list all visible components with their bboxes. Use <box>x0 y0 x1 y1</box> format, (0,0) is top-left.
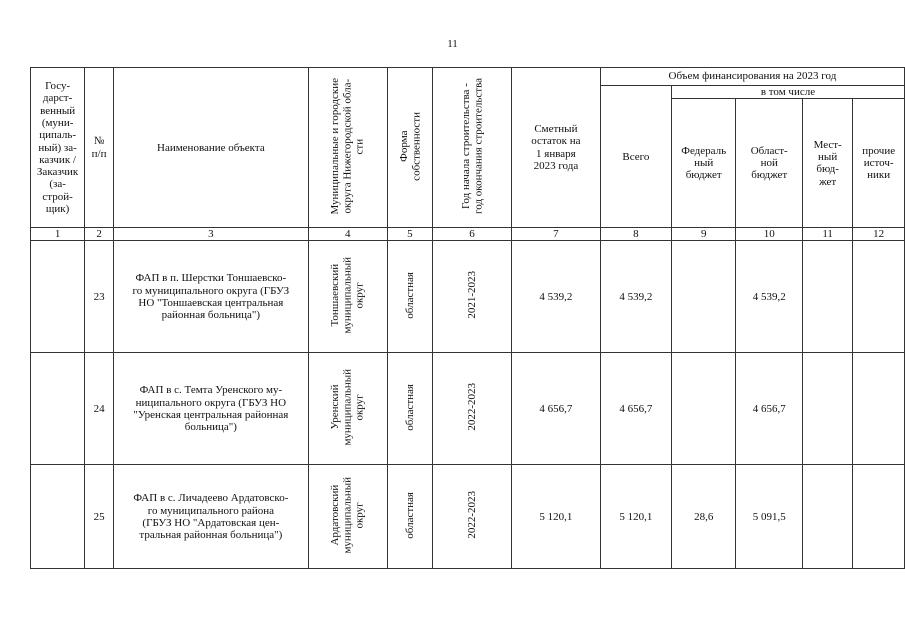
column-number: 2 <box>85 228 114 241</box>
cell-ownership-wrap <box>387 241 432 353</box>
header-estimate: Сметный остаток на 1 января 2023 года <box>511 68 600 228</box>
cell-years: 2021-2023 <box>465 271 478 319</box>
cell-other <box>853 353 905 465</box>
cell-municipality-wrap <box>308 353 387 465</box>
cell-years-wrap <box>433 241 512 353</box>
header-funding-title: Объем финансирования на 2023 год <box>600 68 904 86</box>
header-total: Всего <box>600 86 671 228</box>
cell-other <box>853 465 905 569</box>
cell-ownership: областная <box>403 271 416 319</box>
cell-object: ФАП в п. Шерстки Тоншаевско- го муниципального округа (ГБУЗ НО "Тоншаевская центральная районная больница") <box>113 241 308 353</box>
cell-customer <box>31 465 85 569</box>
column-numbers-row <box>31 228 905 241</box>
column-number: 10 <box>736 228 803 241</box>
cell-federal: 28,6 <box>671 465 736 569</box>
cell-estimate: 4 539,2 <box>511 241 600 353</box>
cell-ownership-wrap <box>387 465 432 569</box>
cell-object: ФАП в с. Темта Уренского му- ниципального округа (ГБУЗ НО "Уренская центральная районная больница") <box>113 353 308 465</box>
cell-municipality: Тоншаевский муниципальный округ <box>329 256 366 334</box>
column-number: 11 <box>803 228 853 241</box>
cell-num: 25 <box>85 465 114 569</box>
column-number: 6 <box>433 228 512 241</box>
financing-table <box>30 67 905 569</box>
cell-object: ФАП в с. Личадеево Ардатовско- го муниципального района (ГБУЗ НО "Ардатовская цен- тральная районная больница") <box>113 465 308 569</box>
cell-municipality: Ардатовский муниципальный округ <box>329 476 366 554</box>
column-number: 8 <box>600 228 671 241</box>
cell-federal <box>671 353 736 465</box>
cell-years-wrap <box>433 465 512 569</box>
column-number: 1 <box>31 228 85 241</box>
column-number: 4 <box>308 228 387 241</box>
cell-ownership: областная <box>403 491 416 539</box>
header-years-cell <box>433 68 512 228</box>
cell-ownership: областная <box>403 383 416 431</box>
header-federal: Федераль ный бюджет <box>671 99 736 228</box>
header-local: Мест- ный бюд- жет <box>803 99 853 228</box>
cell-total: 4 539,2 <box>600 241 671 353</box>
column-number: 7 <box>511 228 600 241</box>
cell-local <box>803 241 853 353</box>
cell-municipality-wrap <box>308 465 387 569</box>
header-row-1 <box>31 68 905 86</box>
table-row <box>31 465 905 569</box>
header-including: в том числе <box>671 86 904 99</box>
column-number: 12 <box>853 228 905 241</box>
cell-years: 2022-2023 <box>465 383 478 431</box>
cell-total: 5 120,1 <box>600 465 671 569</box>
cell-customer <box>31 353 85 465</box>
cell-estimate: 4 656,7 <box>511 353 600 465</box>
column-number: 9 <box>671 228 736 241</box>
cell-ownership-wrap <box>387 353 432 465</box>
cell-local <box>803 465 853 569</box>
cell-estimate: 5 120,1 <box>511 465 600 569</box>
page-number: 11 <box>447 38 458 50</box>
cell-years: 2022-2023 <box>465 491 478 539</box>
column-number: 5 <box>387 228 432 241</box>
cell-total: 4 656,7 <box>600 353 671 465</box>
header-object: Наименование объекта <box>113 68 308 228</box>
header-municipality-cell <box>308 68 387 228</box>
header-years: Год начала строительства - год окончания строительства <box>459 78 484 214</box>
header-municipality: Муниципальные и городские округа Нижегородской обла- сти <box>329 77 366 215</box>
header-customer: Госу- дарст- венный (муни- ципаль- ный) за- казчик / Заказчик (за- строй- щик) <box>31 68 85 228</box>
column-number: 3 <box>113 228 308 241</box>
header-other: прочие источ- ники <box>853 99 905 228</box>
cell-years-wrap <box>433 353 512 465</box>
header-ownership: Форма собственности <box>397 111 422 181</box>
header-ownership-cell <box>387 68 432 228</box>
cell-local <box>803 353 853 465</box>
cell-regional: 5 091,5 <box>736 465 803 569</box>
cell-other <box>853 241 905 353</box>
cell-municipality-wrap <box>308 241 387 353</box>
cell-federal <box>671 241 736 353</box>
cell-customer <box>31 241 85 353</box>
cell-regional: 4 539,2 <box>736 241 803 353</box>
cell-num: 23 <box>85 241 114 353</box>
header-num: № п/п <box>85 68 114 228</box>
header-regional: Област- ной бюджет <box>736 99 803 228</box>
cell-regional: 4 656,7 <box>736 353 803 465</box>
table-row <box>31 241 905 353</box>
cell-num: 24 <box>85 353 114 465</box>
cell-municipality: Уренский муниципальный округ <box>329 368 366 446</box>
table-row <box>31 353 905 465</box>
